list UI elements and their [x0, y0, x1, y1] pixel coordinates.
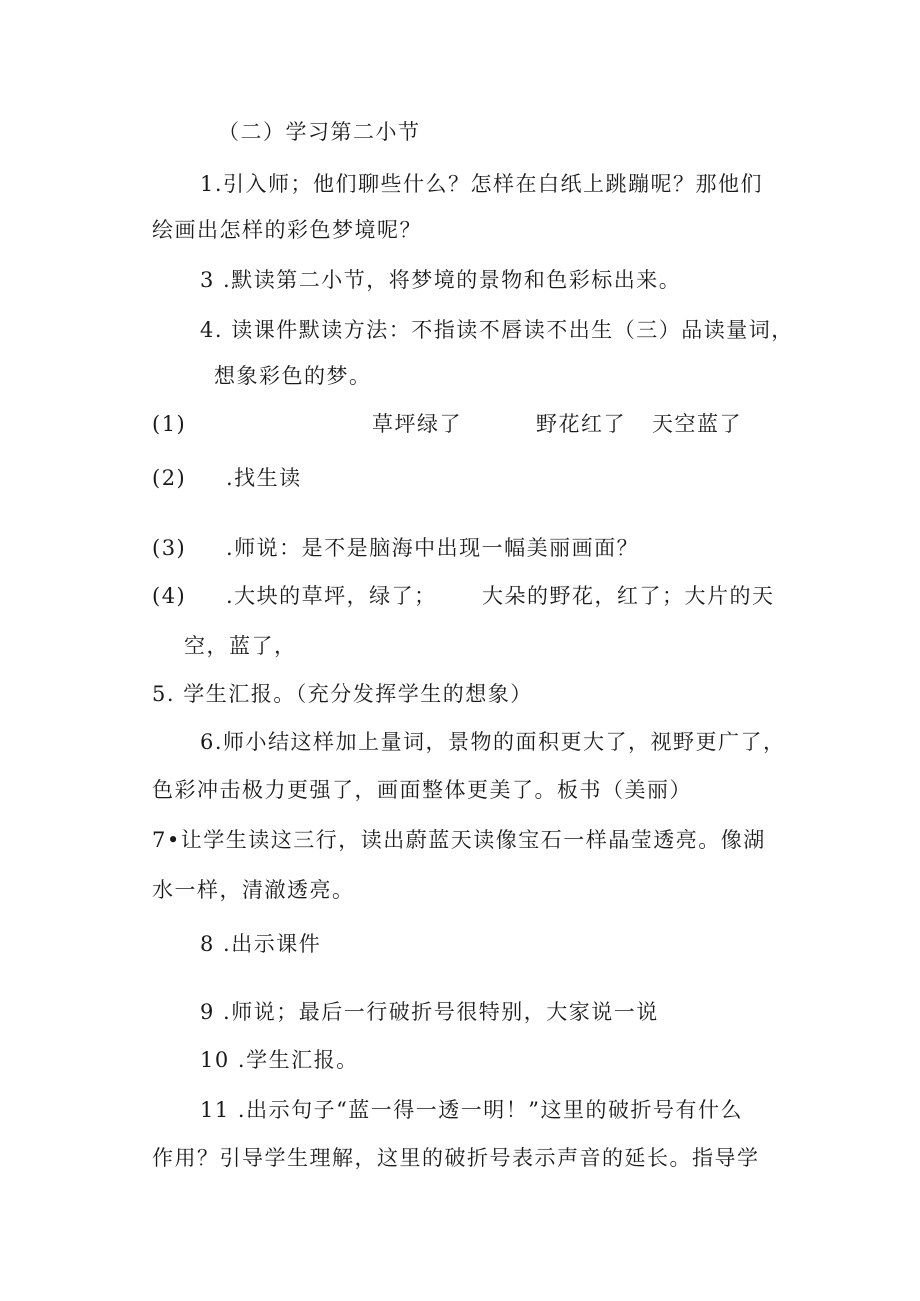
- sub-item-4-text-b: 大朵的野花，红了；大片的天: [482, 584, 775, 608]
- sub-item-1-number: (1): [152, 412, 187, 436]
- item-6-line-1: 6.师小结这样加上量词，景物的面积更大了，视野更广了，: [200, 730, 786, 754]
- sub-item-4: [152, 582, 852, 610]
- sub-item-1-flowers: 野花红了: [536, 412, 626, 436]
- item-3: 3 .默读第二小节，将梦境的景物和色彩标出来。: [200, 268, 682, 292]
- item-4-line-2: 想象彩色的梦。: [214, 364, 372, 388]
- section-heading: （二）学习第二小节: [218, 120, 421, 144]
- sub-item-1-grass: 草坪绿了: [372, 412, 462, 436]
- sub-item-4-line-2: 空，蓝了，: [184, 634, 297, 658]
- item-1-line-2: 绘画出怎样的彩色梦境呢？: [152, 218, 422, 242]
- sub-item-2-number: (2): [152, 466, 187, 490]
- item-10: 10 .学生汇报。: [200, 1048, 359, 1072]
- sub-item-3-text: .师说：是不是脑海中出现一幅美丽画面？: [226, 536, 640, 560]
- item-8: 8 .出示课件: [200, 932, 322, 956]
- sub-item-4-number: (4): [152, 584, 187, 608]
- item-1-line-1: 1.引入师；他们聊些什么？怎样在白纸上跳蹦呢？那他们: [200, 172, 764, 196]
- sub-item-2-text: .找生读: [226, 466, 302, 490]
- item-5: 5. 学生汇报。（充分发挥学生的想象）: [152, 682, 533, 706]
- item-9: 9 .师说；最后一行破折号很特别，大家说一说: [200, 1000, 659, 1024]
- item-7-line-2: 水一样，清澈透亮。: [152, 878, 355, 902]
- item-11-line-1: 11 .出示句子“蓝一得一透一明！”这里的破折号有什么: [200, 1098, 744, 1122]
- item-6-line-2: 色彩冲击极力更强了，画面整体更美了。板书（美丽）: [152, 778, 692, 802]
- sub-item-1-sky: 天空蓝了: [652, 412, 742, 436]
- item-7-line-1: 7•让学生读这三行，读出蔚蓝天读像宝石一样晶莹透亮。像湖: [152, 828, 766, 852]
- sub-item-2: [152, 464, 452, 492]
- sub-item-3: [152, 534, 752, 562]
- sub-item-3-number: (3): [152, 536, 187, 560]
- sub-item-1: [152, 410, 852, 438]
- sub-item-4-text-a: .大块的草坪，绿了；: [226, 584, 437, 608]
- item-11-line-2: 作用？引导学生理解，这里的破折号表示声音的延长。指导学: [152, 1146, 760, 1170]
- item-4-line-1: 4. 读课件默读方法：不指读不唇读不出生（三）品读量词，: [200, 318, 794, 342]
